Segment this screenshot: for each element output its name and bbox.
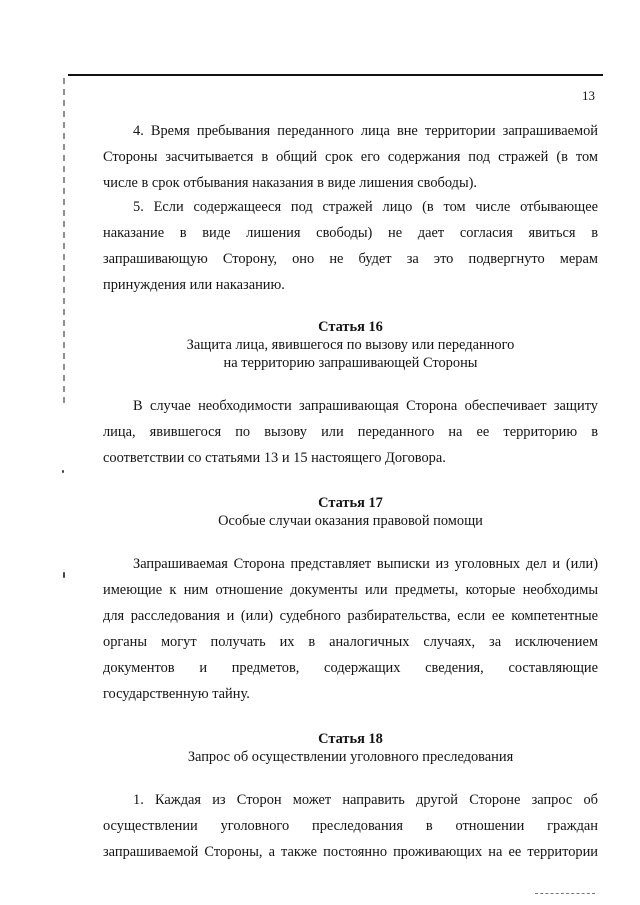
article-title: Статья 16	[318, 319, 383, 335]
article-18-body	[103, 787, 598, 865]
text-line: наказание в виде лишения свободы) не дает согласия явиться в	[103, 225, 598, 241]
text-line: документов и предметов, содержащих сведения, составляющие	[103, 660, 598, 676]
paragraph-5	[103, 194, 598, 298]
text-line: В случае необходимости запрашивающая Сторона обеспечивает защиту	[133, 398, 598, 414]
text-line: осуществлении уголовного преследования в отношении граждан	[103, 818, 598, 834]
article-subtitle: Особые случаи оказания правовой помощи	[218, 513, 483, 529]
scan-dot	[62, 470, 64, 473]
text-line: запрашивающую Сторону, оно не будет за это подвергнуто мерам	[103, 251, 598, 267]
text-line: органы могут получать их в аналогичных случаях, за исключением	[103, 634, 598, 650]
text-line: имеющие к ним отношение документы или предметы, которые необходимы	[103, 582, 598, 598]
page-number: 13	[582, 88, 595, 103]
text-line: государственную тайну.	[103, 686, 250, 702]
text-line: Запрашиваемая Сторона представляет выписки из уголовных дел и (или)	[133, 556, 598, 572]
text-line: лица, явившегося по вызову или переданного на ее территорию в	[103, 424, 598, 440]
text-line: соответствии со статьями 13 и 15 настоящего Договора.	[103, 450, 446, 466]
text-line: для расследования и (или) судебного разбирательства, если ее компетентные	[103, 608, 598, 624]
article-title: Статья 18	[318, 731, 383, 747]
article-subtitle: Запрос об осуществлении уголовного преследования	[187, 749, 514, 765]
article-18-heading	[103, 730, 598, 766]
text-line: Стороны засчитывается в общий срок его содержания под стражей (в том	[103, 149, 598, 165]
text-line: 4. Время пребывания переданного лица вне территории запрашиваемой	[133, 123, 598, 139]
article-title: Статья 17	[318, 495, 383, 511]
text-line: 1. Каждая из Сторон может направить другой Стороне запрос об	[133, 792, 598, 808]
article-16-heading	[103, 318, 598, 372]
text-line: принуждения или наказанию.	[103, 277, 285, 293]
text-line: числе в срок отбывания наказания в виде лишения свободы).	[103, 175, 478, 191]
top-rule	[68, 74, 603, 76]
article-16-body	[103, 393, 598, 471]
footer-rule	[535, 893, 595, 894]
text-line: 5. Если содержащееся под стражей лицо (в том числе отбывающее	[133, 199, 598, 215]
paragraph-4	[103, 118, 598, 196]
article-17-heading	[103, 494, 598, 530]
scan-dot	[63, 572, 65, 578]
article-17-body	[103, 551, 598, 707]
text-line: запрашиваемой Стороны, а также постоянно проживающих на ее территории	[103, 844, 598, 860]
scan-margin-mark	[63, 78, 65, 408]
article-subtitle: Защита лица, явившегося по вызову или переданного	[186, 337, 515, 353]
article-subtitle: на территорию запрашивающей Стороны	[223, 355, 478, 371]
